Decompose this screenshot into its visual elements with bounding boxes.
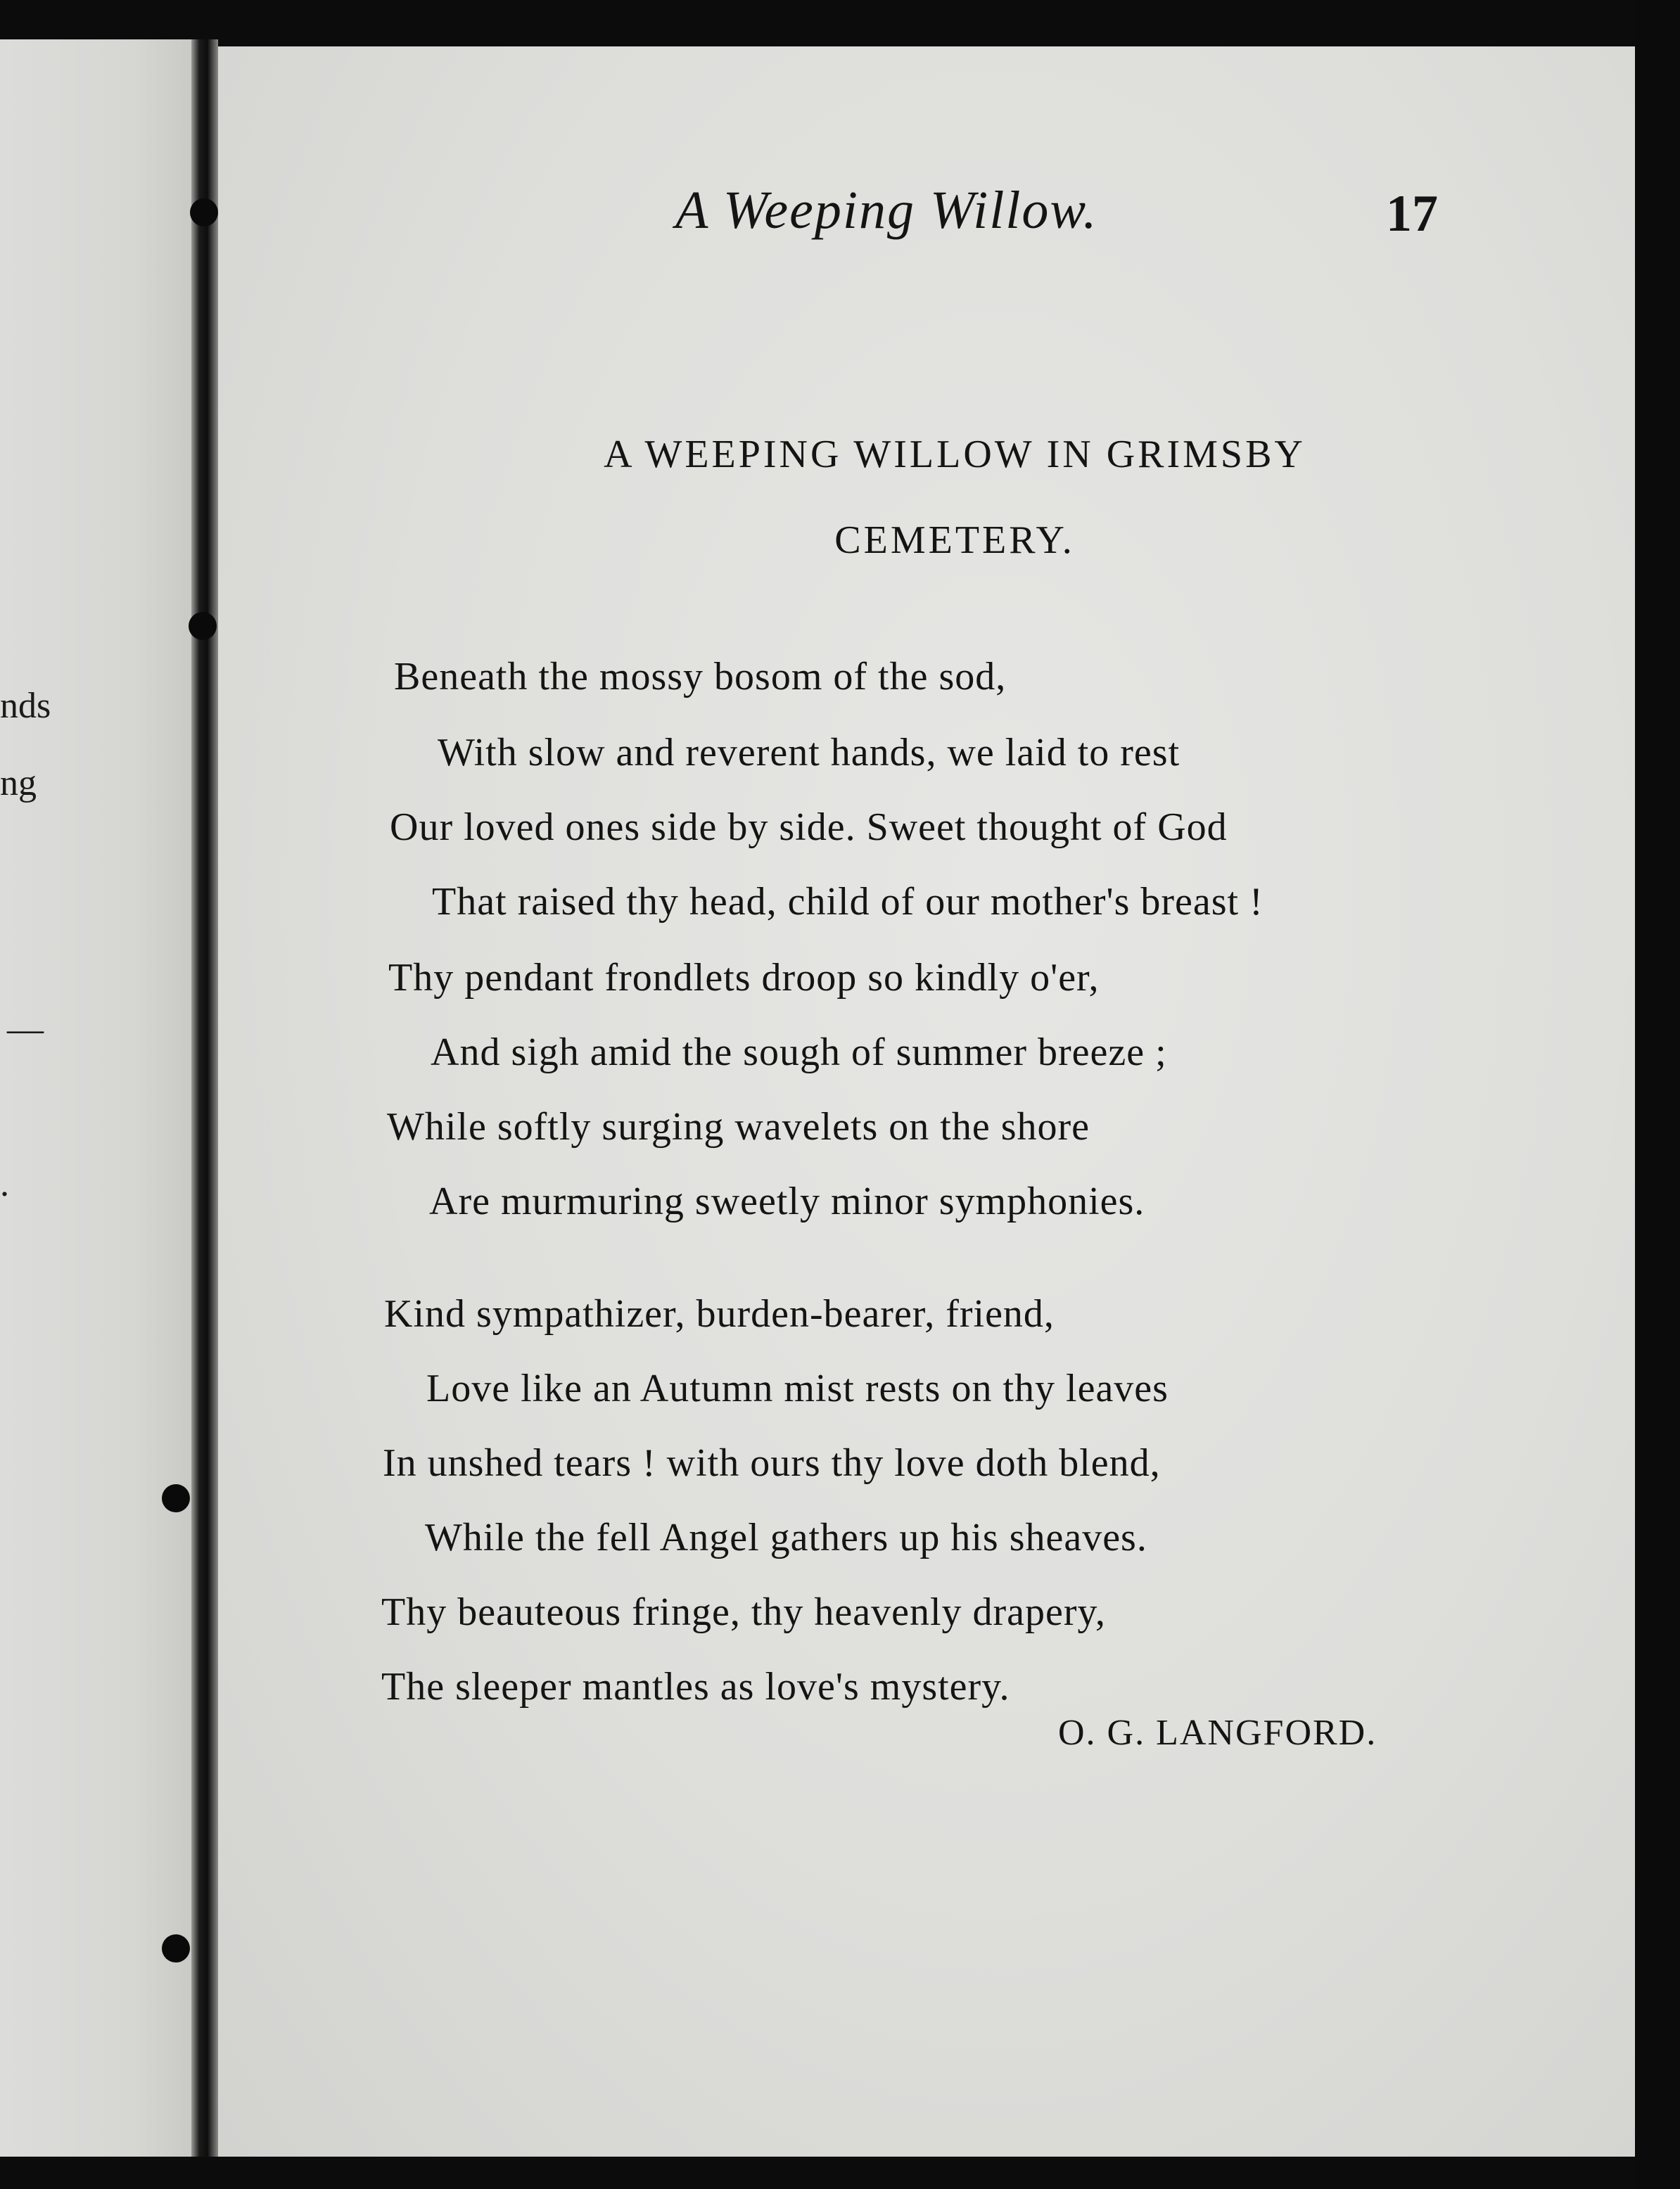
book-page xyxy=(218,46,1635,2157)
poem-title-line-2: CEMETERY. xyxy=(834,518,1075,562)
poem-line: That raised thy head, child of our mother's breast ! xyxy=(432,880,1264,924)
previous-page-edge xyxy=(0,39,191,2157)
binding-stitch xyxy=(189,612,217,640)
poem-title-line-1: A WEEPING WILLOW IN GRIMSBY xyxy=(604,433,1306,476)
binding-stitch xyxy=(190,198,218,226)
running-head: A Weeping Willow. xyxy=(675,181,1098,240)
poem-line: And sigh amid the sough of summer breeze ; xyxy=(431,1030,1167,1074)
book-binding xyxy=(191,39,218,2157)
author-signature: O. G. LANGFORD. xyxy=(1058,1713,1377,1753)
left-fragment: . xyxy=(0,1164,9,1204)
poem-line: Thy beauteous fringe, thy heavenly drapery, xyxy=(381,1590,1106,1634)
binding-stitch xyxy=(162,1484,190,1512)
poem-line: Kind sympathizer, burden-bearer, friend, xyxy=(384,1292,1055,1336)
poem-line: In unshed tears ! with ours thy love doth blend, xyxy=(383,1441,1161,1485)
left-fragment: ng xyxy=(0,763,37,803)
poem-line: While the fell Angel gathers up his sheaves. xyxy=(425,1516,1147,1559)
poem-line: Beneath the mossy bosom of the sod, xyxy=(394,655,1007,698)
binding-stitch xyxy=(162,1934,190,1963)
page-number: 17 xyxy=(1386,185,1438,243)
left-fragment: — xyxy=(7,1009,44,1049)
scan-border xyxy=(1635,0,1680,2189)
poem-line: While softly surging wavelets on the shore xyxy=(387,1105,1090,1149)
poem-line: The sleeper mantles as love's mystery. xyxy=(381,1665,1010,1709)
left-fragment: nds xyxy=(0,686,51,726)
poem-line: Are murmuring sweetly minor symphonies. xyxy=(429,1180,1145,1223)
poem-line: Love like an Autumn mist rests on thy leaves xyxy=(426,1367,1169,1410)
poem-line: Our loved ones side by side. Sweet thought of God xyxy=(390,805,1228,849)
poem-line: With slow and reverent hands, we laid to rest xyxy=(438,731,1181,774)
poem-line: Thy pendant frondlets droop so kindly o'er, xyxy=(388,956,1100,1000)
